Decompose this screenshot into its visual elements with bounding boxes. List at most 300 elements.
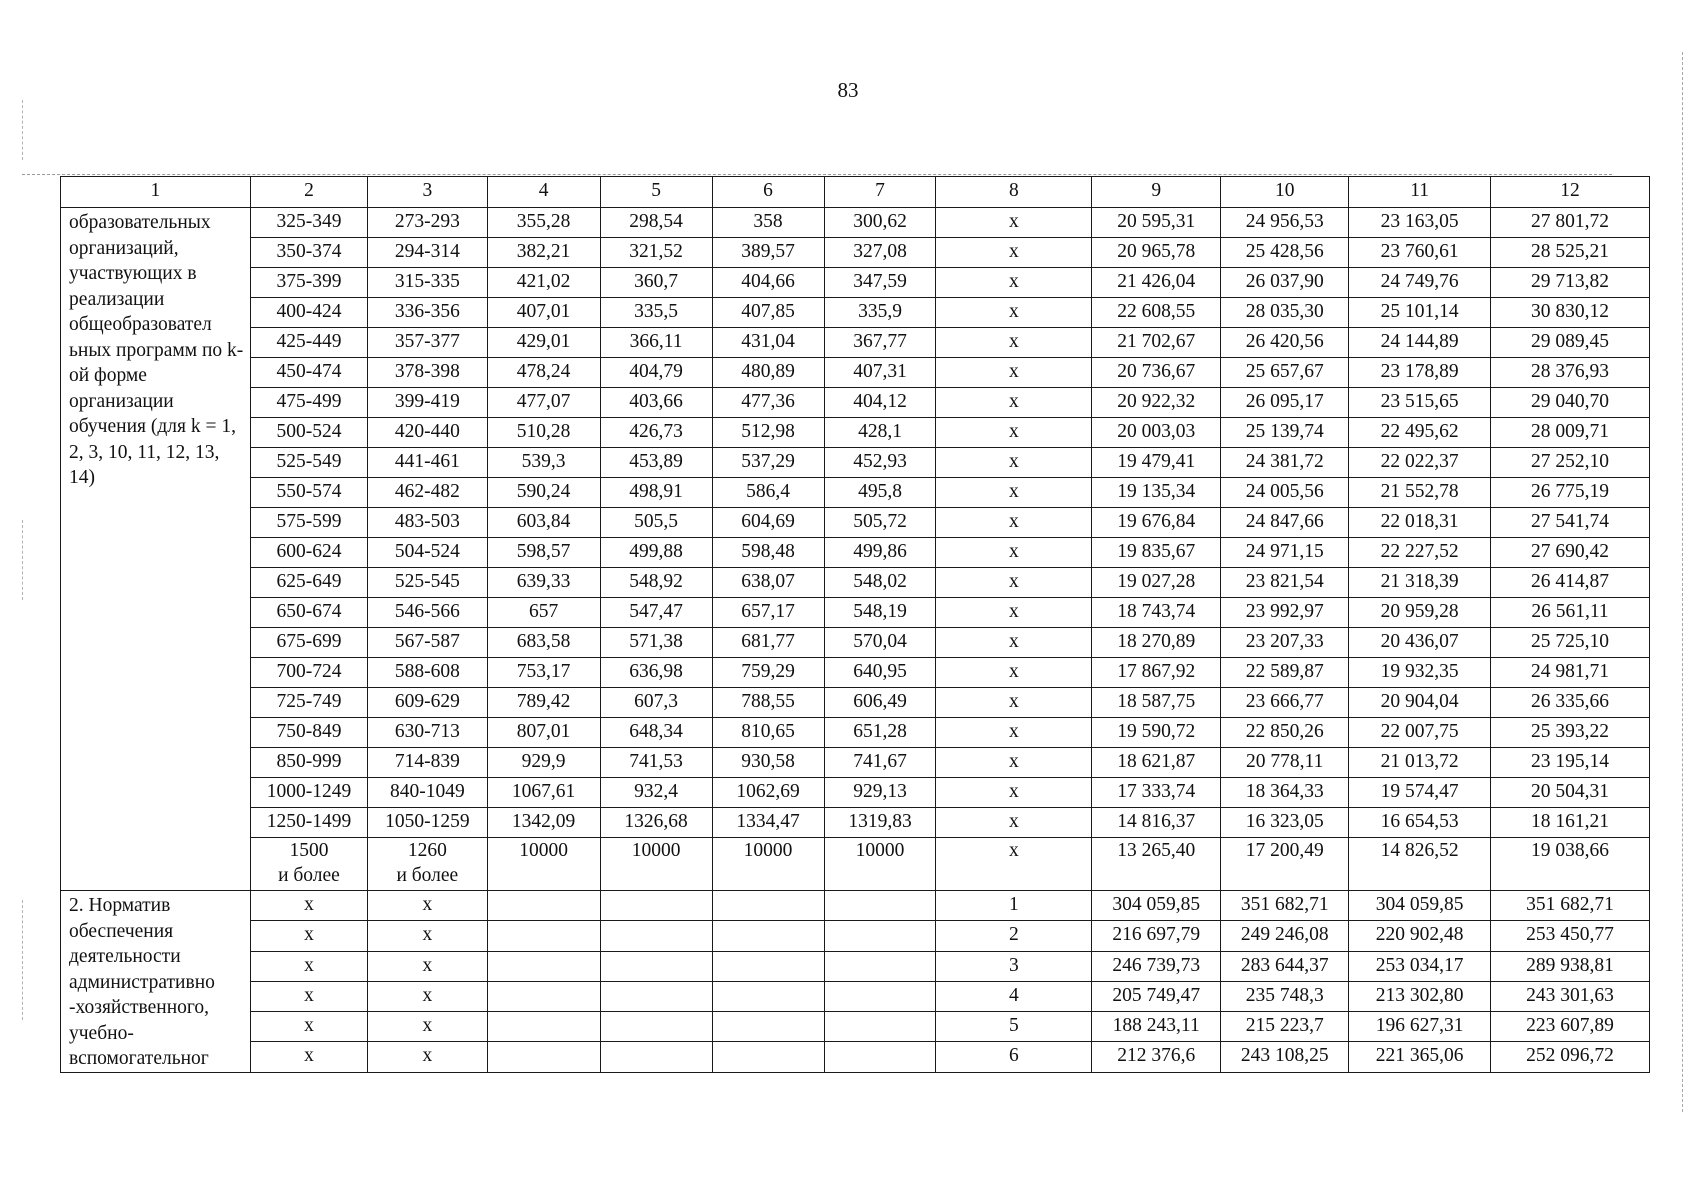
table-cell: x xyxy=(936,448,1092,478)
table-cell: 19 027,28 xyxy=(1092,568,1221,598)
table-cell: x xyxy=(250,951,367,981)
table-cell: 431,04 xyxy=(712,328,824,358)
table-cell: 23 666,77 xyxy=(1221,688,1349,718)
table-cell: 477,07 xyxy=(487,388,600,418)
table-cell: 249 246,08 xyxy=(1221,921,1349,951)
table-cell: 283 644,37 xyxy=(1221,951,1349,981)
table-cell: 223 607,89 xyxy=(1491,1012,1650,1042)
table-cell xyxy=(368,838,487,891)
cell-line: и более xyxy=(278,865,340,886)
table-cell: 500-524 xyxy=(250,418,367,448)
table-cell: 421,02 xyxy=(487,268,600,298)
table-cell: 19 574,47 xyxy=(1349,778,1491,808)
table-cell: 216 697,79 xyxy=(1092,921,1221,951)
table-cell: 27 801,72 xyxy=(1491,208,1650,238)
table-cell: 588-608 xyxy=(368,658,487,688)
table-cell: 25 101,14 xyxy=(1349,298,1491,328)
table-cell: 840-1049 xyxy=(368,778,487,808)
table-cell: 403,66 xyxy=(600,388,712,418)
column-header: 9 xyxy=(1092,177,1221,208)
table-cell: 22 495,62 xyxy=(1349,418,1491,448)
table-cell: 539,3 xyxy=(487,448,600,478)
table-cell xyxy=(487,1012,600,1042)
table-cell: 19 676,84 xyxy=(1092,508,1221,538)
table-cell: 788,55 xyxy=(712,688,824,718)
table-cell xyxy=(487,891,600,921)
table-cell: 929,9 xyxy=(487,748,600,778)
table-cell: 18 587,75 xyxy=(1092,688,1221,718)
margin-mark xyxy=(22,520,23,600)
table-cell xyxy=(824,951,936,981)
table-row xyxy=(61,688,1650,718)
table-cell: 18 364,33 xyxy=(1221,778,1349,808)
table-cell: 26 420,56 xyxy=(1221,328,1349,358)
table-cell: 483-503 xyxy=(368,508,487,538)
table-cell: x xyxy=(250,981,367,1011)
table-cell: 1050-1259 xyxy=(368,808,487,838)
table-cell: 675-699 xyxy=(250,628,367,658)
table-cell: 27 690,42 xyxy=(1491,538,1650,568)
table-cell: 20 959,28 xyxy=(1349,598,1491,628)
table-cell: 1250-1499 xyxy=(250,808,367,838)
cell-line: 1260 xyxy=(407,840,447,861)
table-cell: x xyxy=(936,598,1092,628)
table-cell: x xyxy=(250,1012,367,1042)
table-cell: 14 816,37 xyxy=(1092,808,1221,838)
table-cell: 5 xyxy=(936,1012,1092,1042)
cell-line: 1500 xyxy=(289,840,329,861)
table-cell: 548,02 xyxy=(824,568,936,598)
table-cell: 789,42 xyxy=(487,688,600,718)
table-cell xyxy=(600,981,712,1011)
table-cell: 26 037,90 xyxy=(1221,268,1349,298)
table-row xyxy=(61,388,1650,418)
table-cell xyxy=(600,921,712,951)
margin-mark xyxy=(22,900,23,1020)
table-cell: 477,36 xyxy=(712,388,824,418)
table-cell: 546-566 xyxy=(368,598,487,628)
table-cell xyxy=(712,1042,824,1072)
table-cell: x xyxy=(936,778,1092,808)
table-row xyxy=(61,238,1650,268)
table-cell: 1000-1249 xyxy=(250,778,367,808)
table-cell xyxy=(250,838,367,891)
table-cell: x xyxy=(936,268,1092,298)
table-cell: x xyxy=(936,748,1092,778)
table-cell: x xyxy=(936,418,1092,448)
table-cell: 648,34 xyxy=(600,718,712,748)
table-cell: 504-524 xyxy=(368,538,487,568)
table-cell: 29 713,82 xyxy=(1491,268,1650,298)
table-cell: 20 904,04 xyxy=(1349,688,1491,718)
table-cell: x xyxy=(368,981,487,1011)
table-cell: 810,65 xyxy=(712,718,824,748)
table-cell: 475-499 xyxy=(250,388,367,418)
table-cell: 325-349 xyxy=(250,208,367,238)
table-cell: 525-545 xyxy=(368,568,487,598)
table-cell: 23 515,65 xyxy=(1349,388,1491,418)
table-cell: 27 252,10 xyxy=(1491,448,1650,478)
table-cell: 548,92 xyxy=(600,568,712,598)
table-cell: 495,8 xyxy=(824,478,936,508)
table-row xyxy=(61,981,1650,1011)
table-cell: 1342,09 xyxy=(487,808,600,838)
table-cell: x xyxy=(936,298,1092,328)
table-row xyxy=(61,448,1650,478)
table-cell: 498,91 xyxy=(600,478,712,508)
table-cell: 20 778,11 xyxy=(1221,748,1349,778)
table-row xyxy=(61,628,1650,658)
table-cell: x xyxy=(936,688,1092,718)
table-row xyxy=(61,208,1650,238)
table-cell: 26 095,17 xyxy=(1221,388,1349,418)
table-cell: 243 301,63 xyxy=(1491,981,1650,1011)
table-cell: 24 005,56 xyxy=(1221,478,1349,508)
table-cell: 929,13 xyxy=(824,778,936,808)
table-cell: 23 992,97 xyxy=(1221,598,1349,628)
table-cell: 26 775,19 xyxy=(1491,478,1650,508)
table-cell: 23 178,89 xyxy=(1349,358,1491,388)
table-row xyxy=(61,568,1650,598)
table-cell: 4 xyxy=(936,981,1092,1011)
table-cell: 221 365,06 xyxy=(1349,1042,1491,1072)
column-header: 10 xyxy=(1221,177,1349,208)
table-cell: 478,24 xyxy=(487,358,600,388)
table-cell: 6 xyxy=(936,1042,1092,1072)
table-cell: x xyxy=(250,1042,367,1072)
table-cell xyxy=(712,951,824,981)
column-header: 12 xyxy=(1491,177,1650,208)
table-cell: 20 736,67 xyxy=(1092,358,1221,388)
table-cell: x xyxy=(936,208,1092,238)
table-cell: 651,28 xyxy=(824,718,936,748)
table-cell: 212 376,6 xyxy=(1092,1042,1221,1072)
table-row xyxy=(61,1012,1650,1042)
table-cell: 16 323,05 xyxy=(1221,808,1349,838)
table-cell: 510,28 xyxy=(487,418,600,448)
table-cell: 21 013,72 xyxy=(1349,748,1491,778)
table-cell: x xyxy=(368,891,487,921)
column-header: 4 xyxy=(487,177,600,208)
table-cell: 404,79 xyxy=(600,358,712,388)
column-header: 3 xyxy=(368,177,487,208)
table-cell xyxy=(712,1012,824,1042)
table-cell: 741,53 xyxy=(600,748,712,778)
table-cell: 375-399 xyxy=(250,268,367,298)
table-cell: x xyxy=(936,478,1092,508)
margin-mark xyxy=(22,100,23,160)
section2-body xyxy=(61,891,1650,1073)
table-cell: 23 163,05 xyxy=(1349,208,1491,238)
scan-artifact-line xyxy=(22,174,1612,175)
norms-table xyxy=(60,176,1650,1073)
table-cell: x xyxy=(936,388,1092,418)
table-row xyxy=(61,418,1650,448)
table-cell: 19 479,41 xyxy=(1092,448,1221,478)
table-row xyxy=(61,538,1650,568)
table-cell: 1319,83 xyxy=(824,808,936,838)
page-number: 83 xyxy=(837,78,859,102)
table-row xyxy=(61,478,1650,508)
table-cell: 525-549 xyxy=(250,448,367,478)
table-cell: x xyxy=(936,508,1092,538)
table-cell: 19 038,66 xyxy=(1491,838,1650,891)
table-row xyxy=(61,298,1650,328)
table-cell: x xyxy=(368,1012,487,1042)
table-cell: x xyxy=(936,358,1092,388)
table-cell: x xyxy=(936,538,1092,568)
table-row xyxy=(61,951,1650,981)
table-cell: x xyxy=(936,658,1092,688)
table-cell: 298,54 xyxy=(600,208,712,238)
table-cell: 753,17 xyxy=(487,658,600,688)
table-cell: 20 922,32 xyxy=(1092,388,1221,418)
table-cell: 235 748,3 xyxy=(1221,981,1349,1011)
table-cell: 930,58 xyxy=(712,748,824,778)
table-cell: 1334,47 xyxy=(712,808,824,838)
table-row xyxy=(61,718,1650,748)
table-cell: 741,67 xyxy=(824,748,936,778)
table-cell: 21 702,67 xyxy=(1092,328,1221,358)
table-cell: 22 608,55 xyxy=(1092,298,1221,328)
table-cell: 630-713 xyxy=(368,718,487,748)
table-cell: 321,52 xyxy=(600,238,712,268)
table-cell: 22 227,52 xyxy=(1349,538,1491,568)
table-cell: 18 743,74 xyxy=(1092,598,1221,628)
table-cell: 16 654,53 xyxy=(1349,808,1491,838)
table-cell: 425-449 xyxy=(250,328,367,358)
table-cell: x xyxy=(936,568,1092,598)
table-cell: 28 376,93 xyxy=(1491,358,1650,388)
table-cell: 407,31 xyxy=(824,358,936,388)
table-cell: 759,29 xyxy=(712,658,824,688)
table-cell: 20 436,07 xyxy=(1349,628,1491,658)
table-cell: 26 561,11 xyxy=(1491,598,1650,628)
table-cell: 358 xyxy=(712,208,824,238)
table-cell: 625-649 xyxy=(250,568,367,598)
section2-label: 2. Норматив обеспечения деятельности административно -хозяйственного, учебно- вспомогательног xyxy=(61,891,251,1073)
table-cell: 21 318,39 xyxy=(1349,568,1491,598)
table-cell: 367,77 xyxy=(824,328,936,358)
table-cell xyxy=(600,1042,712,1072)
table-cell: 598,48 xyxy=(712,538,824,568)
table-cell: 25 139,74 xyxy=(1221,418,1349,448)
table-cell: 22 022,37 xyxy=(1349,448,1491,478)
table-cell: x xyxy=(936,628,1092,658)
table-cell: 429,01 xyxy=(487,328,600,358)
table-cell: 382,21 xyxy=(487,238,600,268)
table-cell: 24 381,72 xyxy=(1221,448,1349,478)
table-cell: 550-574 xyxy=(250,478,367,508)
table-cell: 253 450,77 xyxy=(1491,921,1650,951)
table-cell: 548,19 xyxy=(824,598,936,628)
table-cell: 378-398 xyxy=(368,358,487,388)
table-cell: 400-424 xyxy=(250,298,367,328)
column-header: 7 xyxy=(824,177,936,208)
table-cell: 22 589,87 xyxy=(1221,658,1349,688)
table-row xyxy=(61,658,1650,688)
table-cell: 213 302,80 xyxy=(1349,981,1491,1011)
table-cell: 3 xyxy=(936,951,1092,981)
table-cell: 25 657,67 xyxy=(1221,358,1349,388)
table-cell: 657 xyxy=(487,598,600,628)
table-row xyxy=(61,598,1650,628)
table-cell: 441-461 xyxy=(368,448,487,478)
table-cell: 606,49 xyxy=(824,688,936,718)
table-cell: 350-374 xyxy=(250,238,367,268)
table-cell: 26 335,66 xyxy=(1491,688,1650,718)
table-cell: 10000 xyxy=(824,838,936,891)
table-cell: 29 040,70 xyxy=(1491,388,1650,418)
table-cell xyxy=(824,1012,936,1042)
table-cell: 304 059,85 xyxy=(1349,891,1491,921)
table-cell: 650-674 xyxy=(250,598,367,628)
table-cell: 639,33 xyxy=(487,568,600,598)
table-row xyxy=(61,921,1650,951)
table-cell: 480,89 xyxy=(712,358,824,388)
table-cell: 600-624 xyxy=(250,538,367,568)
table-cell: 304 059,85 xyxy=(1092,891,1221,921)
table-cell: 1062,69 xyxy=(712,778,824,808)
table-cell: 19 135,34 xyxy=(1092,478,1221,508)
table-cell: 18 161,21 xyxy=(1491,808,1650,838)
table-cell: 21 552,78 xyxy=(1349,478,1491,508)
scan-edge-line xyxy=(1682,52,1683,1112)
table-cell: 607,3 xyxy=(600,688,712,718)
table-cell: x xyxy=(250,891,367,921)
table-cell: 10000 xyxy=(487,838,600,891)
table-cell: 17 333,74 xyxy=(1092,778,1221,808)
table-cell: 20 595,31 xyxy=(1092,208,1221,238)
table-cell: 18 621,87 xyxy=(1092,748,1221,778)
table-cell: 604,69 xyxy=(712,508,824,538)
table-cell: 23 207,33 xyxy=(1221,628,1349,658)
table-cell: 19 590,72 xyxy=(1092,718,1221,748)
table-cell: 27 541,74 xyxy=(1491,508,1650,538)
column-header: 5 xyxy=(600,177,712,208)
table-cell: 26 414,87 xyxy=(1491,568,1650,598)
table-cell: 547,47 xyxy=(600,598,712,628)
table-row xyxy=(61,508,1650,538)
table-cell xyxy=(487,981,600,1011)
table-cell: 725-749 xyxy=(250,688,367,718)
table-cell: 366,11 xyxy=(600,328,712,358)
table-cell: 462-482 xyxy=(368,478,487,508)
table-cell: 2 xyxy=(936,921,1092,951)
table-row xyxy=(61,328,1650,358)
table-cell: 327,08 xyxy=(824,238,936,268)
table-cell: 253 034,17 xyxy=(1349,951,1491,981)
table-cell: 28 009,71 xyxy=(1491,418,1650,448)
table-cell: 389,57 xyxy=(712,238,824,268)
table-cell: 355,28 xyxy=(487,208,600,238)
table-cell: 399-419 xyxy=(368,388,487,418)
table-cell: 24 749,76 xyxy=(1349,268,1491,298)
table-cell: 24 144,89 xyxy=(1349,328,1491,358)
table-row xyxy=(61,268,1650,298)
table-cell: 22 018,31 xyxy=(1349,508,1491,538)
table-cell: 289 938,81 xyxy=(1491,951,1650,981)
table-row xyxy=(61,748,1650,778)
table-cell: 426,73 xyxy=(600,418,712,448)
section1-body xyxy=(61,208,1650,891)
table-cell: 575-599 xyxy=(250,508,367,538)
table-cell xyxy=(487,921,600,951)
cell-line: и более xyxy=(396,865,459,886)
table-cell xyxy=(824,921,936,951)
table-cell: x xyxy=(936,838,1092,891)
table-cell: 505,5 xyxy=(600,508,712,538)
table-cell: 360,7 xyxy=(600,268,712,298)
table-cell: 850-999 xyxy=(250,748,367,778)
table-cell xyxy=(712,891,824,921)
table-cell xyxy=(824,981,936,1011)
table-cell: 351 682,71 xyxy=(1491,891,1650,921)
table-cell: 714-839 xyxy=(368,748,487,778)
table-cell: 450-474 xyxy=(250,358,367,388)
table-cell: 30 830,12 xyxy=(1491,298,1650,328)
table-cell: 420-440 xyxy=(368,418,487,448)
table-cell: 252 096,72 xyxy=(1491,1042,1650,1072)
table-cell xyxy=(600,1012,712,1042)
table-cell: 1067,61 xyxy=(487,778,600,808)
table-cell: 215 223,7 xyxy=(1221,1012,1349,1042)
table-cell: 17 200,49 xyxy=(1221,838,1349,891)
table-cell: 20 003,03 xyxy=(1092,418,1221,448)
table-cell: 1326,68 xyxy=(600,808,712,838)
table-cell: 25 428,56 xyxy=(1221,238,1349,268)
table-cell: 246 739,73 xyxy=(1092,951,1221,981)
table-cell: 28 525,21 xyxy=(1491,238,1650,268)
table-cell: 638,07 xyxy=(712,568,824,598)
table-cell: 205 749,47 xyxy=(1092,981,1221,1011)
table-cell: x xyxy=(936,238,1092,268)
table-cell: 336-356 xyxy=(368,298,487,328)
column-header: 11 xyxy=(1349,177,1491,208)
table-cell: 1 xyxy=(936,891,1092,921)
table-cell: 428,1 xyxy=(824,418,936,448)
table-cell: 571,38 xyxy=(600,628,712,658)
table-cell: 220 902,48 xyxy=(1349,921,1491,951)
table-cell: 315-335 xyxy=(368,268,487,298)
table-cell: x xyxy=(936,808,1092,838)
table-cell: 21 426,04 xyxy=(1092,268,1221,298)
table-cell: 453,89 xyxy=(600,448,712,478)
table-cell: 807,01 xyxy=(487,718,600,748)
table-cell: 537,29 xyxy=(712,448,824,478)
table-cell: 700-724 xyxy=(250,658,367,688)
table-cell: 28 035,30 xyxy=(1221,298,1349,328)
table-cell: 20 965,78 xyxy=(1092,238,1221,268)
table-cell: x xyxy=(250,921,367,951)
table-cell: 19 932,35 xyxy=(1349,658,1491,688)
table-cell: 452,93 xyxy=(824,448,936,478)
table-header-row xyxy=(61,177,1650,208)
table-cell: 407,85 xyxy=(712,298,824,328)
table-cell: 404,66 xyxy=(712,268,824,298)
table-cell: 335,5 xyxy=(600,298,712,328)
table-cell: 24 956,53 xyxy=(1221,208,1349,238)
table-cell: 586,4 xyxy=(712,478,824,508)
table-cell xyxy=(487,951,600,981)
table-cell: 196 627,31 xyxy=(1349,1012,1491,1042)
table-cell: 347,59 xyxy=(824,268,936,298)
table-cell: 590,24 xyxy=(487,478,600,508)
table-row xyxy=(61,1042,1650,1072)
table-cell: 23 821,54 xyxy=(1221,568,1349,598)
table-cell: 188 243,11 xyxy=(1092,1012,1221,1042)
table-cell: 10000 xyxy=(712,838,824,891)
